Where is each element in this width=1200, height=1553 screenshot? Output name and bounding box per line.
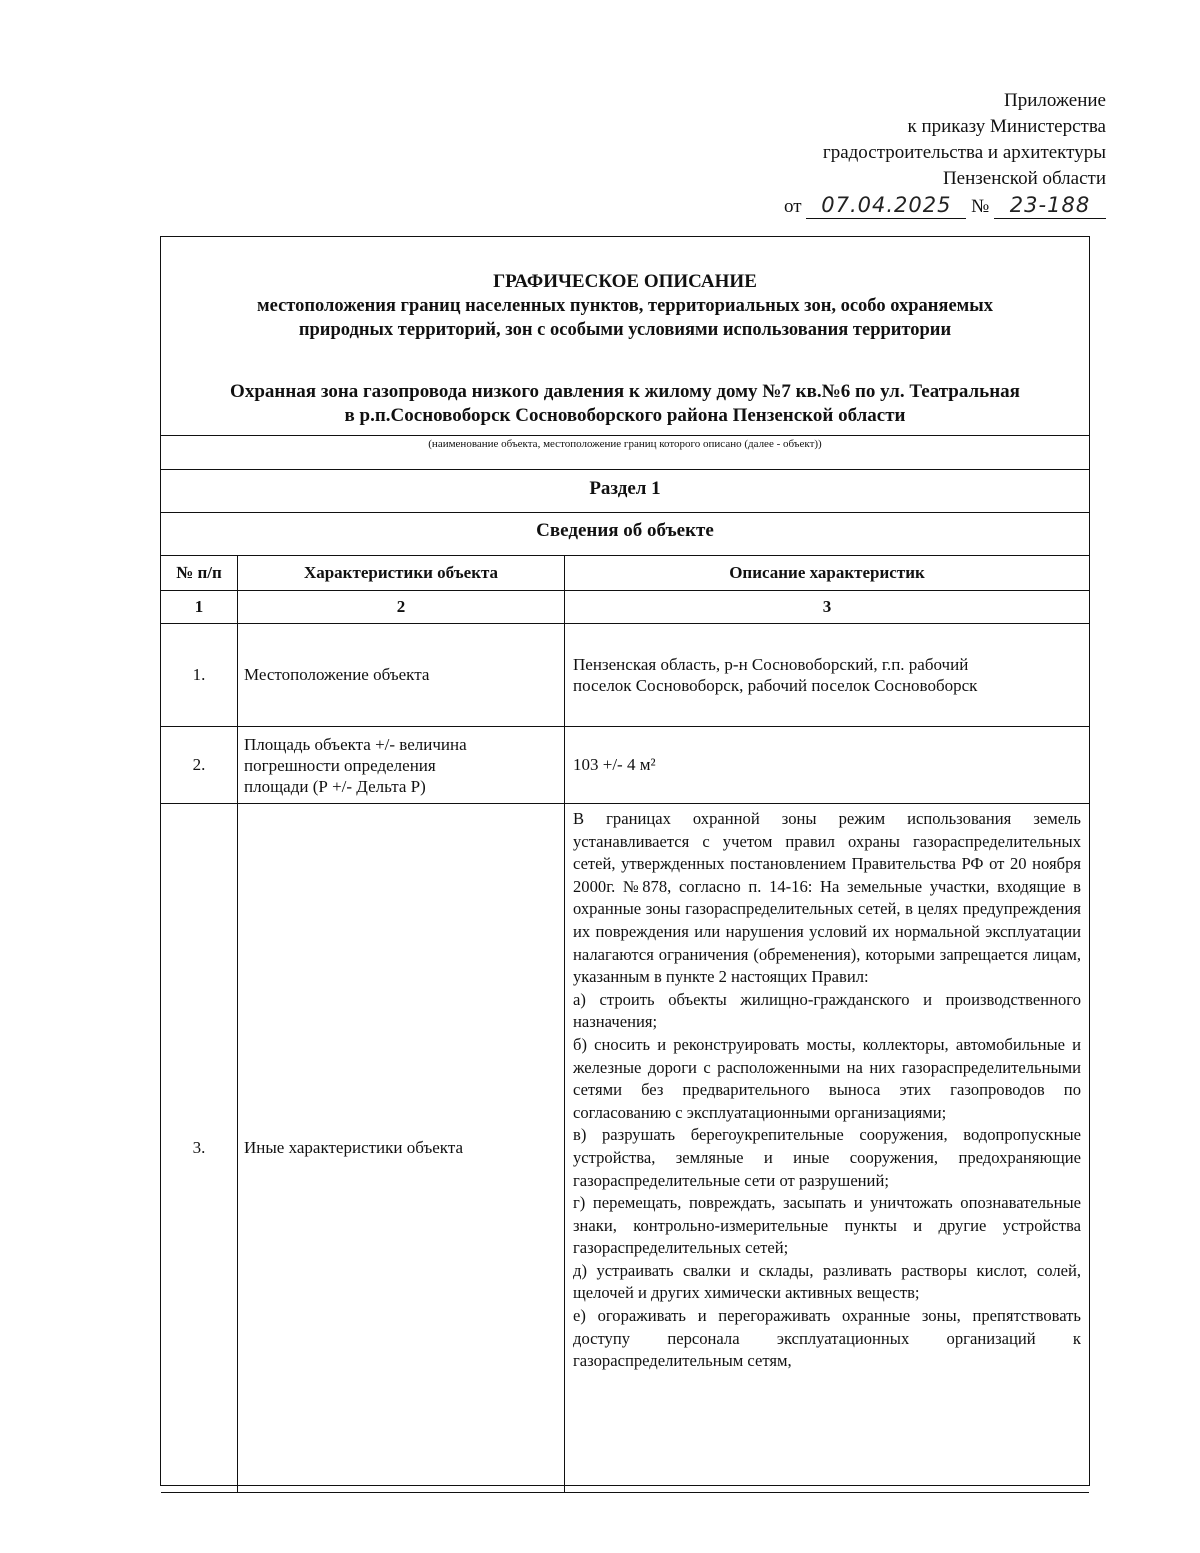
characteristic-line: Площадь объекта +/- величина — [244, 734, 467, 754]
document-subtitle — [161, 294, 1089, 342]
row-characteristic: Иные характеристики объекта — [238, 804, 565, 1493]
divider — [161, 435, 1089, 436]
document-title: ГРАФИЧЕСКОЕ ОПИСАНИЕ — [493, 271, 757, 292]
column-number-cell: 1 — [161, 591, 238, 624]
order-date-number — [666, 192, 1106, 220]
section-subtitle: Сведения об объекте — [536, 520, 714, 541]
header-cell-description: Описание характеристик — [565, 556, 1090, 591]
restriction-paragraph: б) сносить и реконструировать мосты, коллекторы, автомобильные и железные дороги с расположенными на них газораспределительными сетями без предварительного выноса этих газопроводов по согласованию с эксплуатационными организациями; — [573, 1034, 1081, 1122]
header-cell-characteristics: Характеристики объекта — [238, 556, 565, 591]
table-row — [161, 804, 1089, 1493]
column-number-row — [161, 591, 1089, 624]
object-caption: (наименование объекта, местоположение границ которого описано (далее - объект)) — [428, 438, 822, 450]
header-line-order: к приказу Министерства — [907, 116, 1106, 137]
restriction-paragraph: д) устраивать свалки и склады, разливать растворы кислот, солей, щелочей и других химически активных веществ; — [573, 1260, 1081, 1303]
object-name — [161, 380, 1089, 428]
header-line-ministry: градостроительства и архитектуры — [822, 142, 1106, 163]
document-header — [666, 88, 1106, 220]
table-row — [161, 727, 1089, 804]
row-number: 2. — [161, 727, 238, 804]
object-name-line-2: в р.п.Сосновоборск Сосновоборского района Пензенской области — [344, 405, 906, 426]
divider — [161, 512, 1089, 513]
column-number-cell: 3 — [565, 591, 1090, 624]
header-line-appendix: Приложение — [1004, 90, 1106, 111]
restriction-paragraph: в) разрушать берегоукрепительные сооружения, водопропускные устройства, земляные и иные сооружения, предохраняющие газораспределительные сети от разрушений; — [573, 1125, 1081, 1190]
table-header-row — [161, 556, 1089, 591]
object-name-line-1: Охранная зона газопровода низкого давления к жилому дому №7 кв.№6 по ул. Театральная — [230, 381, 1020, 402]
header-cell-number: № п/п — [161, 556, 238, 591]
description-frame — [160, 236, 1090, 1486]
object-info-table — [161, 555, 1089, 1493]
divider — [161, 469, 1089, 470]
row-number: 1. — [161, 624, 238, 727]
restriction-paragraph: а) строить объекты жилищно-гражданского и производственного назначения; — [573, 989, 1081, 1032]
handwritten-date: 07.04.2025 — [806, 192, 966, 219]
subtitle-line-1: местоположения границ населенных пунктов, территориальных зон, особо охраняемых — [257, 296, 993, 316]
from-label: от — [784, 196, 802, 217]
row-description: 103 +/- 4 м² — [565, 727, 1090, 804]
row-description — [565, 624, 1090, 727]
row-characteristic — [238, 727, 565, 804]
restriction-paragraph: В границах охранной зоны режим использования земель устанавливается с учетом правил охраны газораспределительных сетей, утвержденных постановлением Правительства РФ от 20 ноября 2000г. №878, согласно п. 14-16: На земельные участки, входящие в охранные зоны газораспределительных сетей, в целях предупреждения их повреждения или нарушения условий их нормальной эксплуатации налагаются ограничения (обременения), которыми запрещается лицам, указанным в пункте 2 настоящих Правил: — [573, 809, 1081, 987]
section-title: Раздел 1 — [589, 478, 661, 499]
row-description-long — [565, 804, 1090, 1493]
header-line-region: Пензенской области — [942, 168, 1106, 189]
row-number: 3. — [161, 804, 238, 1493]
number-label: № — [971, 196, 990, 217]
table-row — [161, 624, 1089, 727]
row-characteristic: Местоположение объекта — [238, 624, 565, 727]
restriction-paragraph: е) огораживать и перегораживать охранные зоны, препятствовать доступу персонала эксплуатационных организаций к газораспределительным сетям, — [573, 1306, 1081, 1371]
subtitle-line-2: природных территорий, зон с особыми условиями использования территории — [298, 320, 952, 340]
handwritten-number: 23-188 — [994, 192, 1106, 219]
description-line: Пензенская область, р-н Сосновоборский, г.п. рабочий — [573, 655, 969, 674]
characteristic-line: площади (Р +/- Дельта Р) — [244, 776, 426, 796]
characteristic-line: погрешности определения — [244, 755, 436, 775]
restriction-paragraph: г) перемещать, повреждать, засыпать и уничтожать опознавательные знаки, контрольно-измерительные пункты и другие устройства газораспределительных сетей; — [573, 1193, 1081, 1258]
column-number-cell: 2 — [238, 591, 565, 624]
description-line: поселок Сосновоборск, рабочий поселок Сосновоборск — [573, 676, 978, 695]
